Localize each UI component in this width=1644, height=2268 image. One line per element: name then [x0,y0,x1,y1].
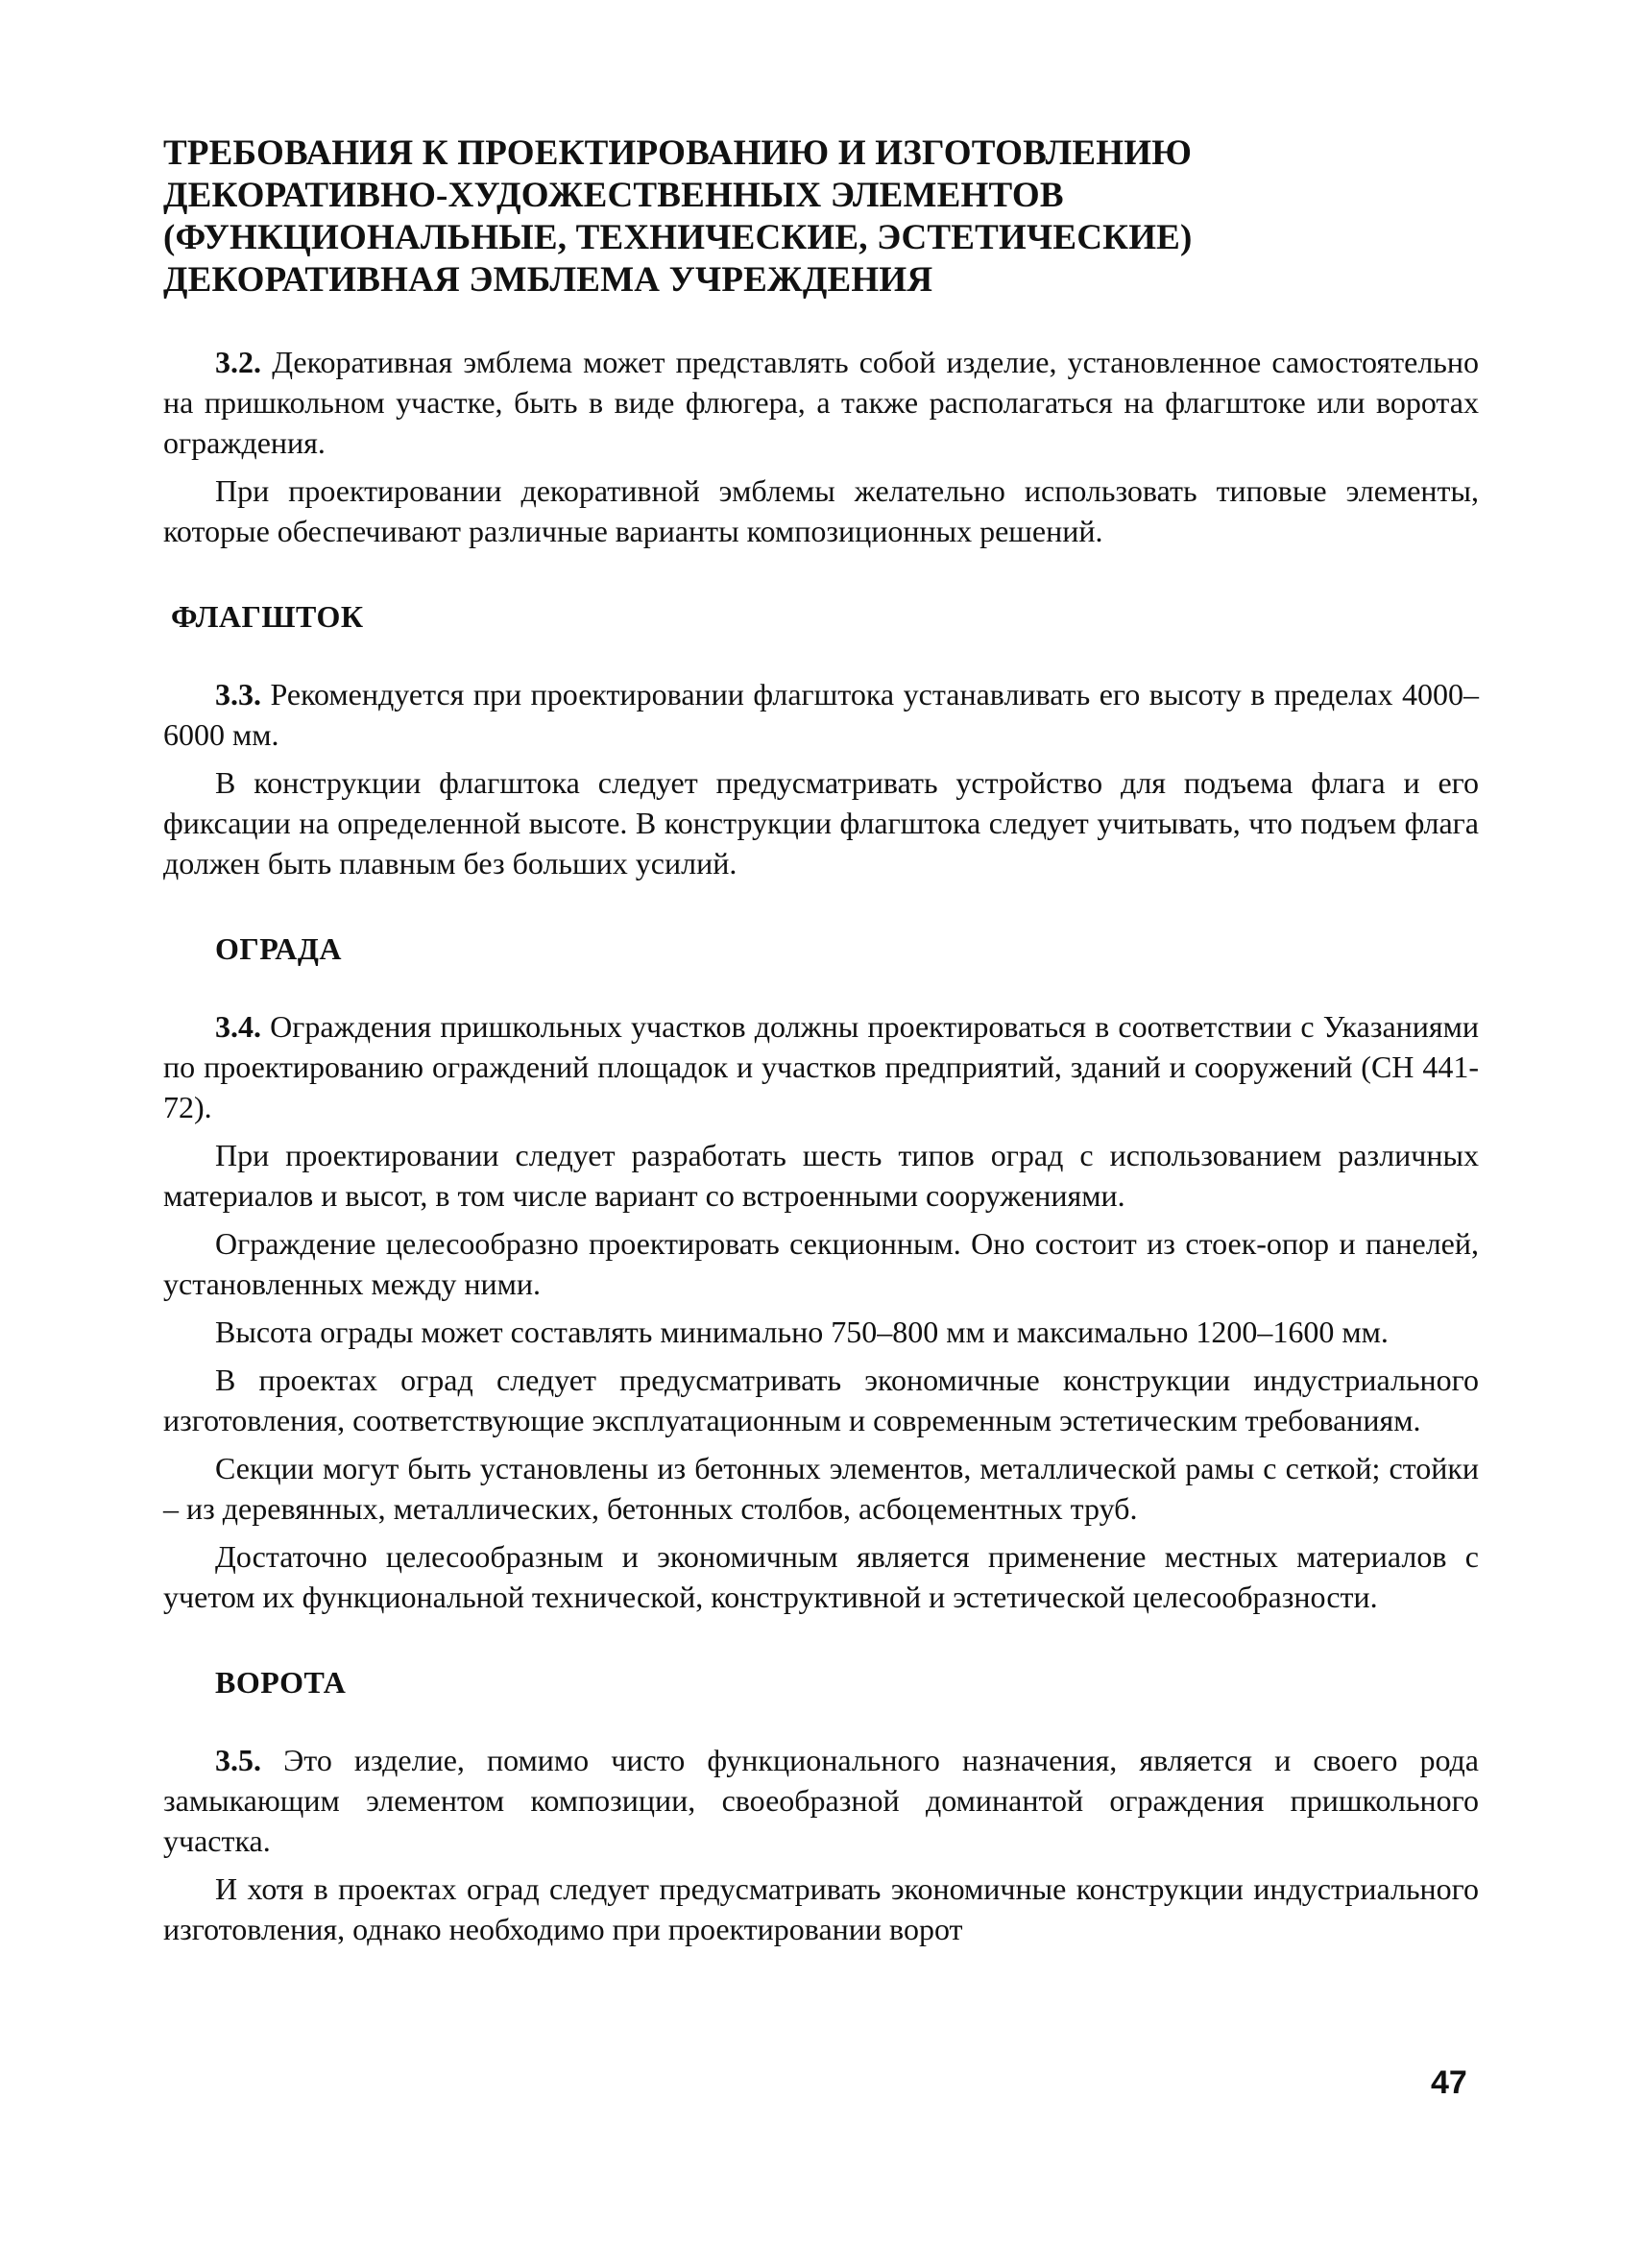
paragraph-text: Это изделие, помимо чисто функционального назначения, является и своего рода замыкающим элементом композиции, своеобразной доминантой ограждения пришкольного участка. [163,1743,1480,1858]
paragraph: Секции могут быть установлены из бетонных элементов, металлической рамы с сеткой; стойки – из деревянных, металлических, бетонных столбов, асбоцементных труб. [163,1451,1479,1526]
paragraph-number: 3.2. [215,345,261,379]
title-line: ДЕКОРАТИВНО-ХУДОЖЕСТВЕННЫХ ЭЛЕМЕНТОВ [163,176,1064,215]
paragraph: Ограждение целесообразно проектировать секционным. Оно состоит из стоек-опор и панелей, установленных между ними. [163,1226,1479,1301]
paragraph-text: Ограждения пришкольных участков должны проектироваться в соответствии с Указаниями по проектированию ограждений площадок и участков предприятий, зданий и сооружений (СН 441-72). [163,1009,1479,1124]
paragraph-3-5 [163,1740,1479,1861]
page-content [163,133,1479,1957]
paragraph-3-4 [163,1006,1479,1127]
paragraph-3-3 [163,674,1479,755]
title-line: ТРЕБОВАНИЯ К ПРОЕКТИРОВАНИЮ И ИЗГОТОВЛЕНИЮ [163,133,1193,173]
paragraph-number: 3.4. [215,1009,261,1044]
document-title [163,133,1479,302]
paragraph: В конструкции флагштока следует предусматривать устройство для подъема флага и его фиксации на определенной высоте. В конструкции флагштока следует учитывать, что подъем флага должен быть плавным без больших усилий. [163,765,1479,881]
section-heading-flagpole: ФЛАГШТОК [171,599,364,634]
paragraph-number: 3.5. [215,1743,261,1777]
paragraph: Достаточно целесообразным и экономичным является применение местных материалов с учетом их функциональной технической, конструктивной и эстетической целесообразности. [163,1539,1479,1614]
title-line: ДЕКОРАТИВНАЯ ЭМБЛЕМА УЧРЕЖДЕНИЯ [163,260,933,300]
paragraph-text: Декоративная эмблема может представлять собой изделие, установленное самостоятельно на пришкольном участке, быть в виде флюгера, а также располагаться на флагштоке или воротах ограждения. [163,345,1480,460]
paragraph: При проектировании декоративной эмблемы желательно использовать типовые элементы, которые обеспечивают различные варианты композиционных решений. [163,473,1479,548]
section-heading-fence: ОГРАДА [215,931,342,966]
paragraph: В проектах оград следует предусматривать экономичные конструкции индустриального изготовления, соответствующие эксплуатационным и современным эстетическим требованиям. [163,1363,1479,1437]
paragraph: При проектировании следует разработать шесть типов оград с использованием различных материалов и высот, в том числе вариант со встроенными сооружениями. [163,1138,1479,1213]
paragraph: И хотя в проектах оград следует предусматривать экономичные конструкции индустриального изготовления, однако необходимо при проектировании ворот [163,1871,1479,1946]
page-number: 47 [1431,2064,1467,2101]
section-heading-gate: ВОРОТА [215,1665,347,1700]
paragraph: Высота ограды может составлять минимально 750–800 мм и максимально 1200–1600 мм. [215,1315,1389,1349]
paragraph-3-2 [163,342,1479,463]
paragraph-text: Рекомендуется при проектировании флагштока устанавливать его высоту в пределах 4000–6000 мм. [163,677,1479,752]
title-line: (ФУНКЦИОНАЛЬНЫЕ, ТЕХНИЧЕСКИЕ, ЭСТЕТИЧЕСКИЕ) [163,218,1193,257]
paragraph-number: 3.3. [215,677,261,712]
